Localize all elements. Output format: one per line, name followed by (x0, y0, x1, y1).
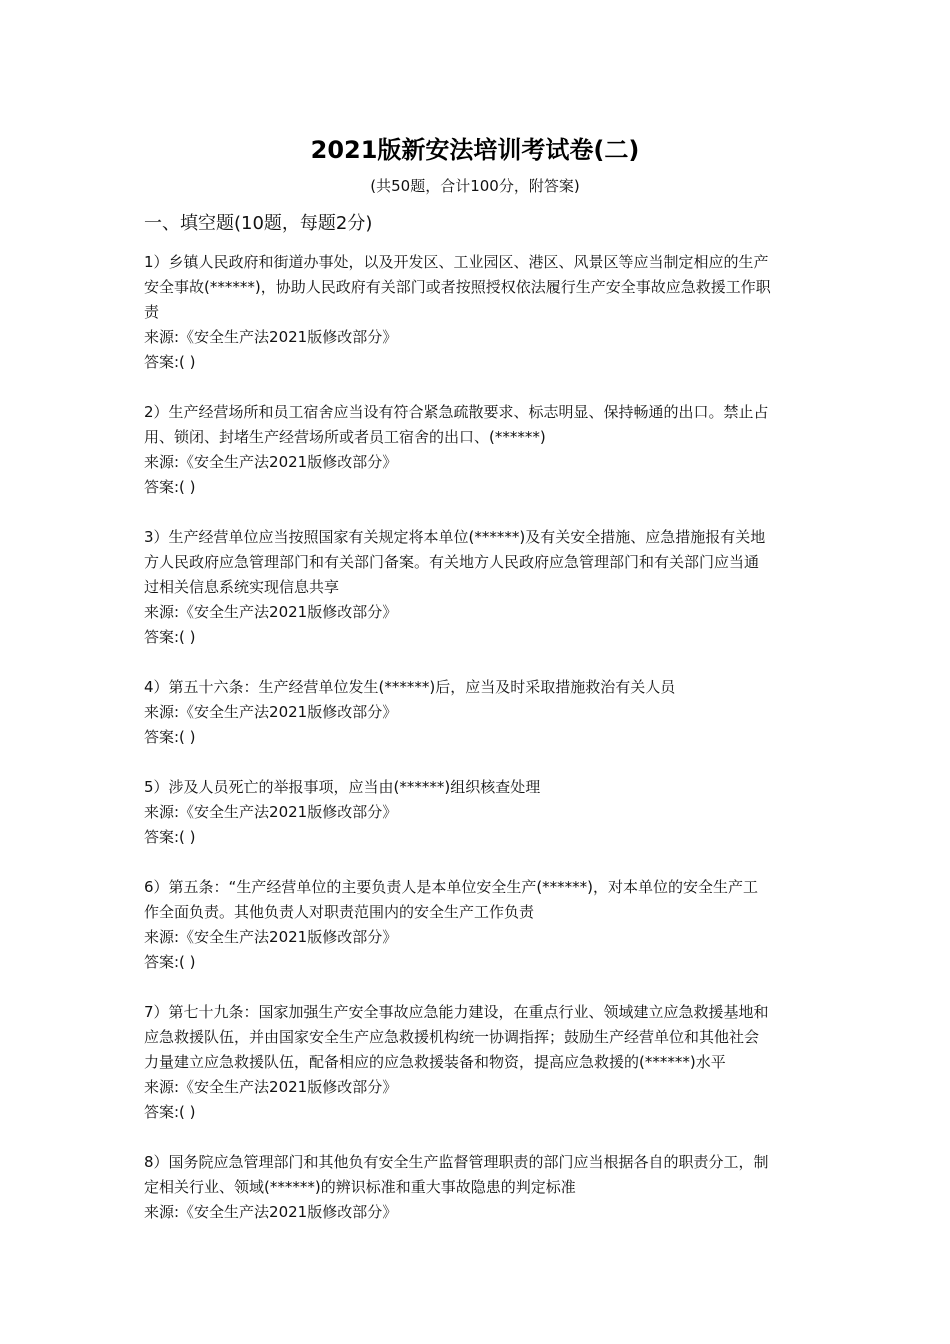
question-text-line: 2）生产经营场所和员工宿舍应当设有符合紧急疏散要求、标志明显、保持畅通的出口。禁止占 (144, 403, 769, 421)
question-text-line: 过相关信息系统实现信息共享 (144, 578, 340, 596)
question-list (144, 250, 812, 1225)
section-heading: 一、填空题(10题，每题2分) (144, 213, 373, 234)
question-text-line: 方人民政府应急管理部门和有关部门备案。有关地方人民政府应急管理部门和有关部门应当通 (144, 553, 760, 571)
question-text-line: 1）乡镇人民政府和街道办事处，以及开发区、工业园区、港区、风景区等应当制定相应的生产 (144, 253, 769, 271)
question-answer: 答案:( ) (144, 1103, 196, 1121)
question-text-line: 定相关行业、领域(******)的辨识标准和重大事故隐患的判定标准 (144, 1178, 576, 1196)
question-text-line: 8）国务院应急管理部门和其他负有安全生产监督管理职责的部门应当根据各自的职责分工，制 (144, 1153, 769, 1171)
question-answer: 答案:( ) (144, 353, 196, 371)
question-answer: 答案:( ) (144, 828, 196, 846)
question-answer: 答案:( ) (144, 953, 196, 971)
question-source: 来源:《安全生产法2021版修改部分》 (144, 703, 398, 721)
question-text-line: 应急救援队伍，并由国家安全生产应急救援机构统一协调指挥；鼓励生产经营单位和其他社会 (144, 1028, 760, 1046)
question-answer: 答案:( ) (144, 728, 196, 746)
question-text-line: 3）生产经营单位应当按照国家有关规定将本单位(******)及有关安全措施、应急措施报有关地 (144, 528, 766, 546)
question-item (144, 675, 812, 750)
question-answer: 答案:( ) (144, 478, 196, 496)
question-text-line: 6）第五条：“生产经营单位的主要负责人是本单位安全生产(******)，对本单位的安全生产工 (144, 878, 759, 896)
question-source: 来源:《安全生产法2021版修改部分》 (144, 603, 398, 621)
question-source: 来源:《安全生产法2021版修改部分》 (144, 1078, 398, 1096)
question-text-line: 作全面负责。其他负责人对职责范围内的安全生产工作负责 (144, 903, 535, 921)
question-source: 来源:《安全生产法2021版修改部分》 (144, 453, 398, 471)
question-source: 来源:《安全生产法2021版修改部分》 (144, 803, 398, 821)
question-item (144, 1150, 812, 1225)
question-text-line: 责 (144, 303, 160, 321)
question-item (144, 250, 812, 375)
question-item (144, 400, 812, 500)
question-source: 来源:《安全生产法2021版修改部分》 (144, 928, 398, 946)
question-text-line: 力量建立应急救援队伍，配备相应的应急救援装备和物资，提高应急救援的(******)水平 (144, 1053, 726, 1071)
page-title: 2021版新安法培训考试卷(二) (310, 136, 640, 164)
question-text-line: 5）涉及人员死亡的举报事项，应当由(******)组织核查处理 (144, 778, 541, 796)
page-subtitle: (共50题，合计100分，附答案) (370, 177, 580, 195)
question-source: 来源:《安全生产法2021版修改部分》 (144, 328, 398, 346)
question-item (144, 875, 812, 975)
question-text-line: 7）第七十九条：国家加强生产安全事故应急能力建设，在重点行业、领域建立应急救援基地和 (144, 1003, 769, 1021)
question-item (144, 525, 812, 650)
question-answer: 答案:( ) (144, 628, 196, 646)
question-source: 来源:《安全生产法2021版修改部分》 (144, 1203, 398, 1221)
question-text-line: 安全事故(******)，协助人民政府有关部门或者按照授权依法履行生产安全事故应急救援工作职 (144, 278, 771, 296)
question-text-line: 用、锁闭、封堵生产经营场所或者员工宿舍的出口、(******) (144, 428, 546, 446)
question-item (144, 775, 812, 850)
question-text-line: 4）第五十六条：生产经营单位发生(******)后，应当及时采取措施救治有关人员 (144, 678, 676, 696)
question-item (144, 1000, 812, 1125)
